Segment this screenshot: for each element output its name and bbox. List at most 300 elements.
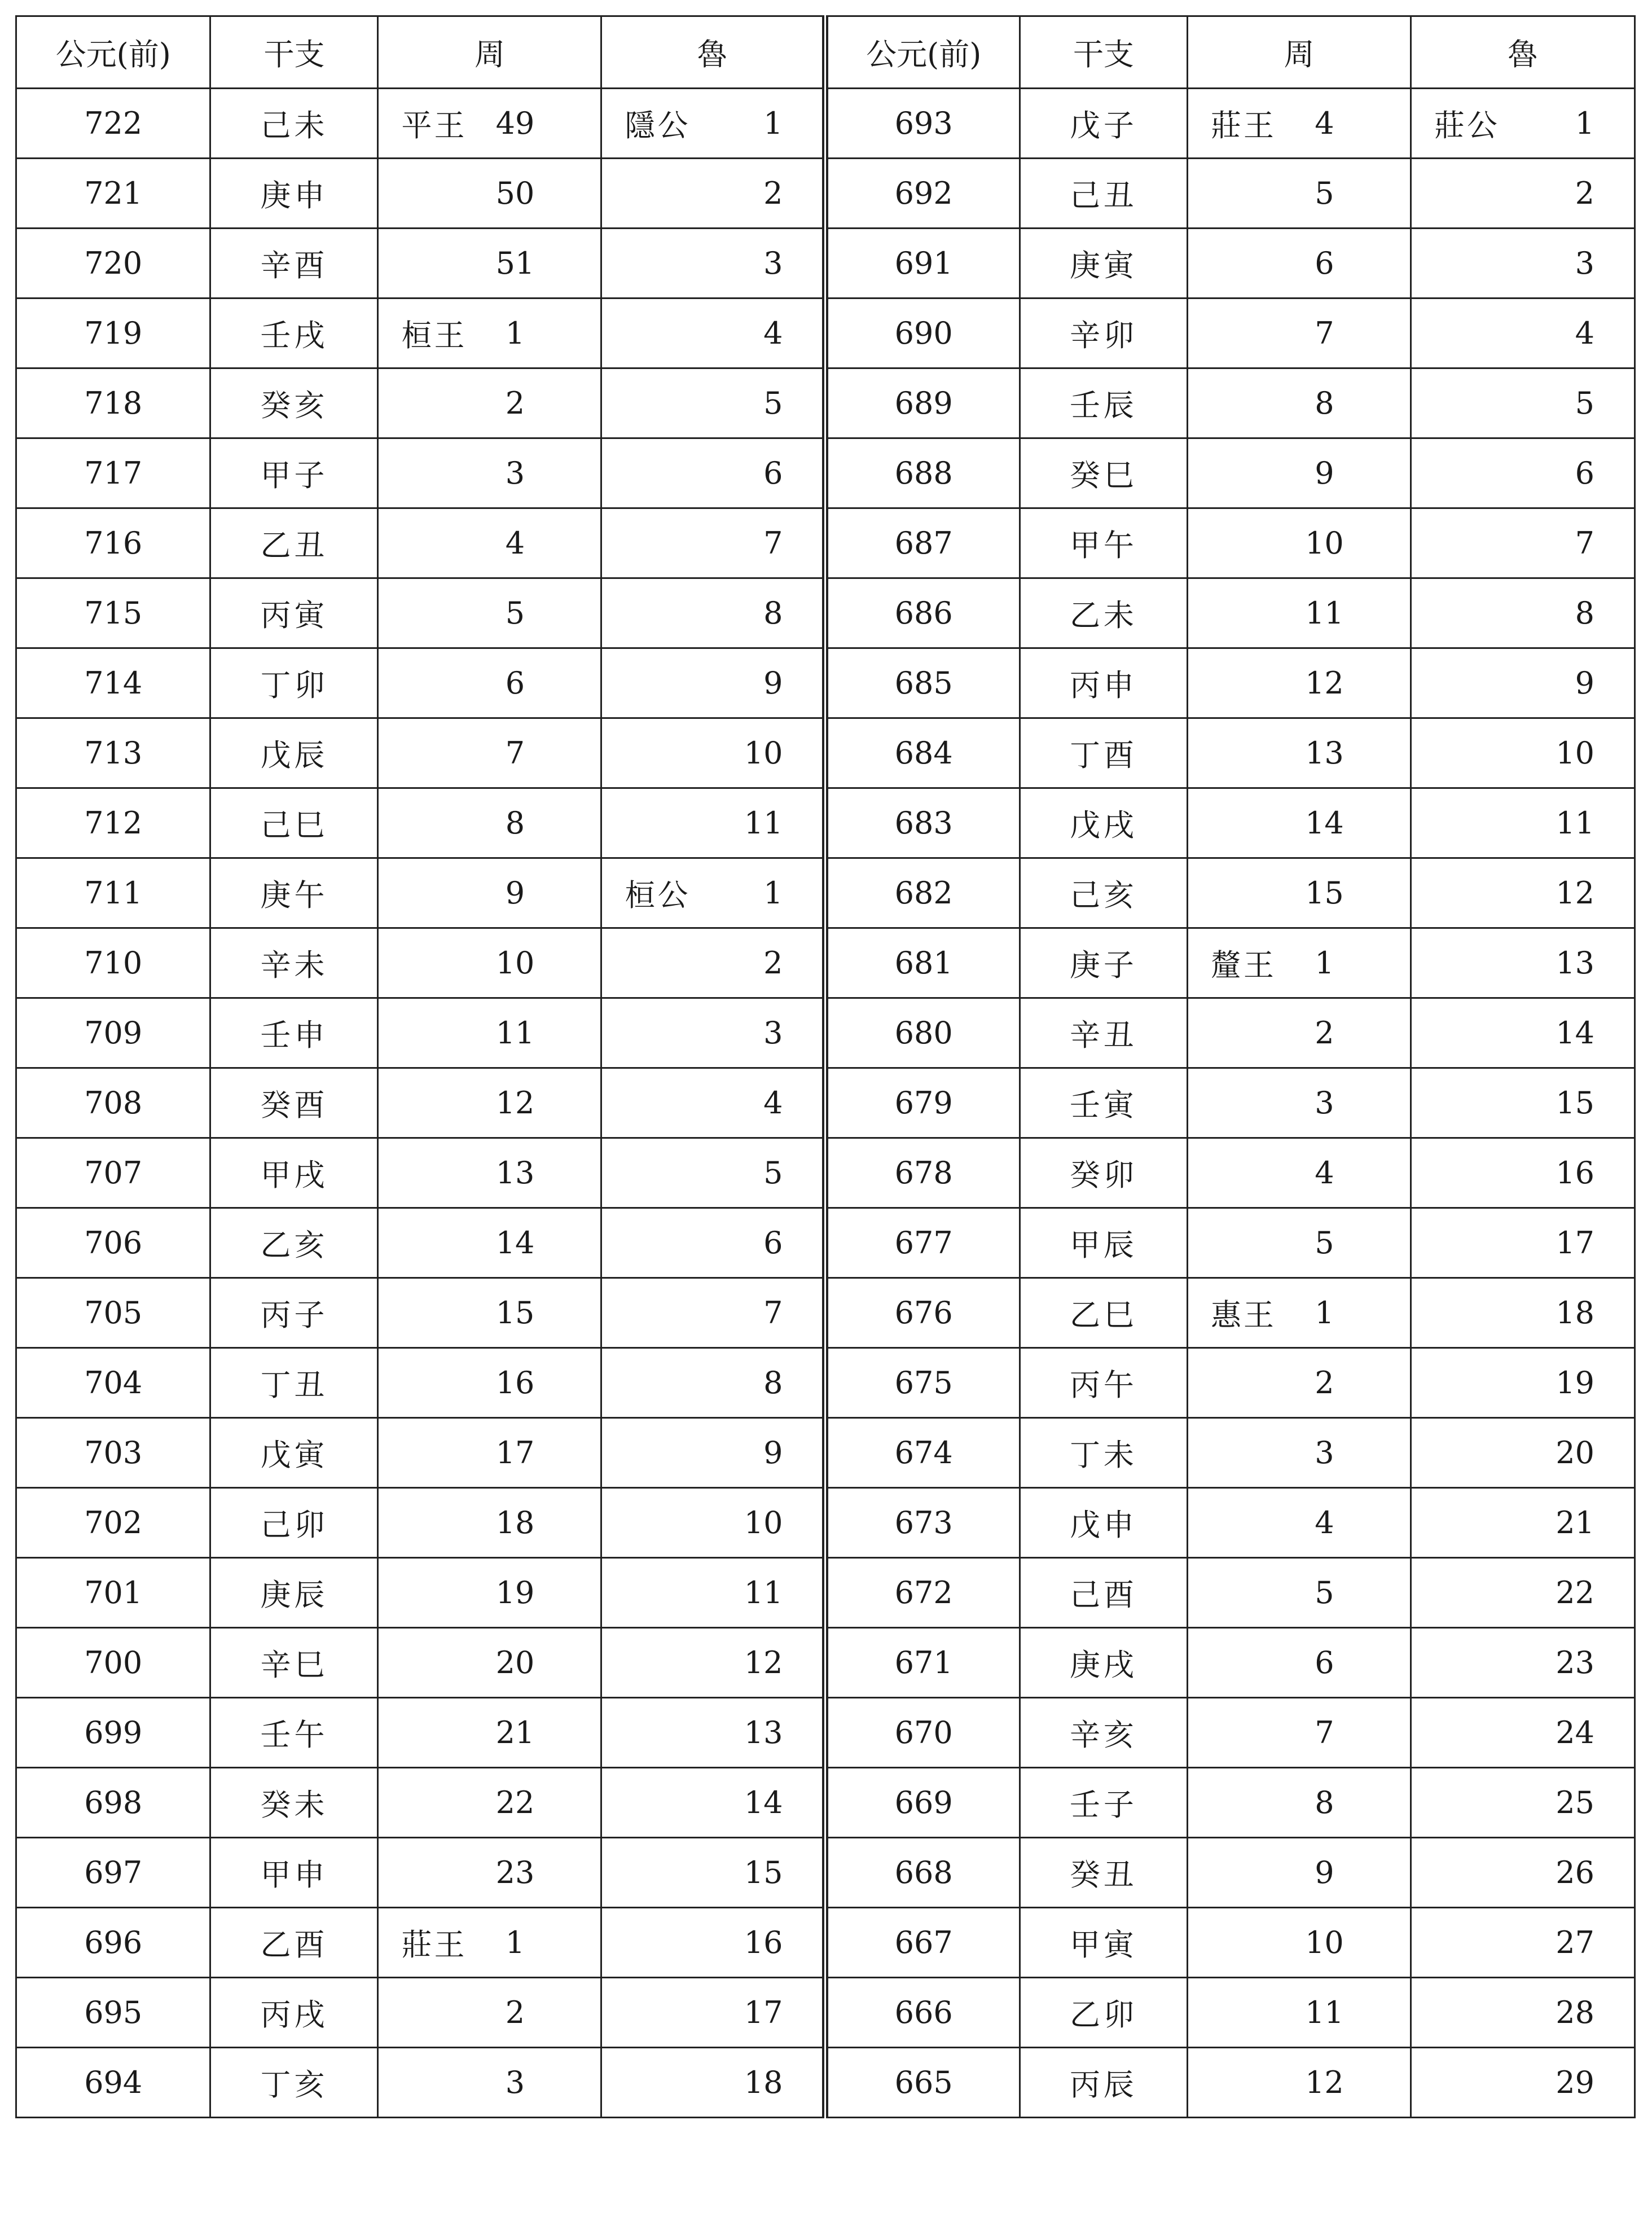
lu-reign-year: 4 (763, 315, 783, 351)
zhou-cell (1187, 1068, 1411, 1138)
zhou-cell-content (379, 1908, 600, 1977)
zhou-reign-year: 15 (495, 1295, 535, 1331)
lu-cell (601, 998, 825, 1068)
lu-reign-year: 11 (744, 1575, 783, 1610)
zhou-reign-year: 2 (505, 1995, 525, 2030)
zhou-cell-content (379, 509, 600, 577)
lu-cell (601, 648, 825, 718)
zhou-reign-year: 14 (1305, 805, 1344, 841)
lu-cell (601, 508, 825, 578)
zhou-ruler-name: 莊王 (1210, 108, 1276, 143)
lu-cell-content (1412, 929, 1634, 997)
year-cell: 701 (16, 1558, 210, 1628)
year-cell: 722 (16, 89, 210, 159)
zhou-cell (1187, 1768, 1411, 1838)
ganzhi-cell: 癸未 (210, 1768, 378, 1838)
ganzhi-cell: 癸酉 (210, 1068, 378, 1138)
year-cell: 684 (825, 718, 1020, 788)
lu-cell-content (1412, 1349, 1634, 1417)
zhou-reign-year: 8 (1315, 1785, 1334, 1820)
lu-cell-content (602, 1698, 822, 1767)
year-cell: 671 (825, 1628, 1020, 1698)
year-cell: 703 (16, 1418, 210, 1488)
year-cell: 677 (825, 1208, 1020, 1278)
zhou-reign-year: 12 (495, 1085, 535, 1121)
zhou-cell (378, 1348, 601, 1418)
zhou-cell-content (1188, 1349, 1410, 1417)
zhou-cell (1187, 1628, 1411, 1698)
table-row (16, 998, 1635, 1068)
zhou-cell-content (379, 1559, 600, 1627)
ganzhi-cell: 庚寅 (1020, 229, 1187, 299)
lu-cell (1411, 1418, 1635, 1488)
lu-cell (601, 1208, 825, 1278)
lu-cell-content (602, 2048, 822, 2117)
lu-cell-content (602, 89, 822, 157)
zhou-cell (378, 578, 601, 648)
year-cell: 708 (16, 1068, 210, 1138)
lu-reign-year: 9 (763, 665, 783, 701)
lu-cell-content (602, 1559, 822, 1627)
zhou-reign-year: 4 (1315, 1155, 1334, 1191)
zhou-cell-content (379, 299, 600, 367)
lu-reign-year: 7 (1575, 525, 1594, 561)
zhou-cell (1187, 438, 1411, 508)
zhou-cell-content (379, 1698, 600, 1767)
zhou-reign-year: 5 (1315, 175, 1334, 211)
lu-cell (1411, 1698, 1635, 1768)
zhou-cell (1187, 718, 1411, 788)
year-cell: 687 (825, 508, 1020, 578)
lu-ruler-name: 桓公 (625, 877, 691, 913)
zhou-cell (1187, 648, 1411, 718)
lu-reign-year: 7 (763, 1295, 783, 1331)
ganzhi-cell: 丙子 (210, 1278, 378, 1348)
zhou-cell (1187, 1348, 1411, 1418)
lu-cell-content (1412, 89, 1634, 157)
lu-cell-content (602, 1349, 822, 1417)
lu-cell-content (1412, 1838, 1634, 1907)
table-row (16, 718, 1635, 788)
zhou-cell-content (1188, 1629, 1410, 1697)
zhou-reign-year: 3 (1315, 1435, 1334, 1471)
lu-reign-year: 4 (763, 1085, 783, 1121)
year-cell: 665 (825, 2048, 1020, 2118)
year-cell: 680 (825, 998, 1020, 1068)
lu-reign-year: 8 (1575, 595, 1594, 631)
table-row (16, 1488, 1635, 1558)
lu-reign-year: 17 (1556, 1225, 1594, 1261)
zhou-cell-content (379, 1069, 600, 1137)
year-cell: 668 (825, 1838, 1020, 1908)
ganzhi-cell: 己酉 (1020, 1558, 1187, 1628)
zhou-cell (1187, 2048, 1411, 2118)
header-zhou-right: 周 (1187, 16, 1411, 89)
lu-ruler-name: 莊公 (1434, 108, 1500, 143)
lu-cell-content (1412, 1698, 1634, 1767)
zhou-cell-content (379, 89, 600, 157)
zhou-reign-year: 10 (1305, 1925, 1344, 1960)
zhou-reign-year: 4 (505, 525, 525, 561)
ganzhi-cell: 丙午 (1020, 1348, 1187, 1418)
ganzhi-cell: 甲戌 (210, 1138, 378, 1208)
ganzhi-cell: 壬子 (1020, 1768, 1187, 1838)
zhou-cell-content (379, 1838, 600, 1907)
lu-cell (1411, 718, 1635, 788)
zhou-cell (378, 1698, 601, 1768)
lu-reign-year: 13 (744, 1715, 783, 1750)
lu-cell (601, 1838, 825, 1908)
zhou-cell-content (1188, 509, 1410, 577)
zhou-reign-year: 7 (505, 735, 525, 771)
zhou-reign-year: 9 (1315, 1855, 1334, 1890)
zhou-cell-content (1188, 1559, 1410, 1627)
ganzhi-cell: 丙寅 (210, 578, 378, 648)
lu-reign-year: 10 (1556, 735, 1594, 771)
lu-cell-content (602, 929, 822, 997)
lu-cell-content (602, 1489, 822, 1557)
zhou-cell (1187, 1418, 1411, 1488)
lu-cell (601, 1978, 825, 2048)
ganzhi-cell: 丁丑 (210, 1348, 378, 1418)
ganzhi-cell: 丁亥 (210, 2048, 378, 2118)
lu-cell-content (1412, 1139, 1634, 1207)
zhou-reign-year: 49 (495, 106, 535, 141)
year-cell: 691 (825, 229, 1020, 299)
zhou-ruler-name: 惠王 (1210, 1297, 1276, 1333)
zhou-reign-year: 1 (1315, 1295, 1334, 1331)
ganzhi-cell: 戊寅 (210, 1418, 378, 1488)
table-row (16, 578, 1635, 648)
ganzhi-cell: 辛未 (210, 928, 378, 998)
lu-cell (1411, 1978, 1635, 2048)
table-row (16, 1978, 1635, 2048)
zhou-cell (1187, 578, 1411, 648)
lu-cell (1411, 89, 1635, 159)
ganzhi-cell: 乙丑 (210, 508, 378, 578)
lu-cell-content (1412, 1559, 1634, 1627)
zhou-cell-content (1188, 1419, 1410, 1487)
lu-cell-content (602, 719, 822, 787)
table-row (16, 1628, 1635, 1698)
ganzhi-cell: 己卯 (210, 1488, 378, 1558)
lu-cell (601, 1068, 825, 1138)
lu-cell-content (602, 1768, 822, 1837)
zhou-cell (378, 788, 601, 858)
year-cell: 721 (16, 159, 210, 229)
lu-cell (1411, 438, 1635, 508)
zhou-reign-year: 5 (1315, 1225, 1334, 1261)
ganzhi-cell: 辛酉 (210, 229, 378, 299)
lu-cell-content (1412, 999, 1634, 1067)
zhou-cell (378, 508, 601, 578)
zhou-cell-content (379, 2048, 600, 2117)
zhou-reign-year: 5 (1315, 1575, 1334, 1610)
zhou-reign-year: 9 (1315, 455, 1334, 491)
zhou-cell (1187, 229, 1411, 299)
zhou-cell (378, 1908, 601, 1978)
header-row (16, 16, 1635, 89)
lu-cell-content (602, 789, 822, 857)
lu-cell-content (1412, 1279, 1634, 1347)
zhou-cell-content (1188, 89, 1410, 157)
lu-cell (601, 229, 825, 299)
zhou-cell-content (379, 229, 600, 297)
lu-cell (601, 1628, 825, 1698)
zhou-reign-year: 16 (495, 1365, 535, 1401)
year-cell: 672 (825, 1558, 1020, 1628)
lu-cell (601, 299, 825, 368)
lu-cell (1411, 368, 1635, 438)
zhou-cell (1187, 299, 1411, 368)
lu-cell (601, 718, 825, 788)
lu-cell (1411, 1068, 1635, 1138)
lu-cell-content (602, 439, 822, 507)
lu-reign-year: 5 (1575, 385, 1594, 421)
zhou-cell-content (379, 439, 600, 507)
zhou-reign-year: 13 (1305, 735, 1344, 771)
zhou-cell (1187, 928, 1411, 998)
lu-cell-content (1412, 719, 1634, 787)
ganzhi-cell: 丙申 (1020, 648, 1187, 718)
lu-cell-content (1412, 159, 1634, 227)
lu-reign-year: 6 (1575, 455, 1594, 491)
lu-cell-content (1412, 649, 1634, 717)
zhou-cell (378, 1978, 601, 2048)
header-year-right: 公元(前) (825, 16, 1020, 89)
zhou-reign-year: 11 (1305, 1995, 1344, 2030)
lu-reign-year: 4 (1575, 315, 1594, 351)
ganzhi-cell: 丁卯 (210, 648, 378, 718)
ganzhi-cell: 辛丑 (1020, 998, 1187, 1068)
lu-reign-year: 7 (763, 525, 783, 561)
ganzhi-cell: 壬戌 (210, 299, 378, 368)
ganzhi-cell: 庚申 (210, 159, 378, 229)
zhou-cell (378, 2048, 601, 2118)
lu-cell (1411, 1628, 1635, 1698)
zhou-cell (378, 1628, 601, 1698)
zhou-cell (1187, 1838, 1411, 1908)
zhou-cell-content (379, 999, 600, 1067)
ganzhi-cell: 辛亥 (1020, 1698, 1187, 1768)
lu-cell-content (1412, 509, 1634, 577)
zhou-cell-content (379, 649, 600, 717)
year-cell: 714 (16, 648, 210, 718)
lu-cell-content (602, 159, 822, 227)
ganzhi-cell: 乙未 (1020, 578, 1187, 648)
zhou-cell-content (1188, 439, 1410, 507)
header-year-left: 公元(前) (16, 16, 210, 89)
lu-cell (1411, 1488, 1635, 1558)
table-row (16, 1558, 1635, 1628)
zhou-reign-year: 5 (505, 595, 525, 631)
zhou-cell-content (1188, 579, 1410, 647)
zhou-reign-year: 1 (1315, 945, 1334, 981)
lu-reign-year: 6 (763, 1225, 783, 1261)
year-cell: 675 (825, 1348, 1020, 1418)
zhou-cell (378, 718, 601, 788)
lu-cell-content (1412, 439, 1634, 507)
year-cell: 686 (825, 578, 1020, 648)
zhou-cell (1187, 1978, 1411, 2048)
zhou-cell-content (1188, 1489, 1410, 1557)
lu-cell-content (1412, 859, 1634, 927)
lu-reign-year: 9 (1575, 665, 1594, 701)
lu-cell (1411, 1838, 1635, 1908)
zhou-cell-content (1188, 999, 1410, 1067)
lu-cell-content (1412, 1768, 1634, 1837)
ganzhi-cell: 壬寅 (1020, 1068, 1187, 1138)
lu-cell-content (602, 1978, 822, 2047)
zhou-cell (378, 159, 601, 229)
lu-cell-content (1412, 1419, 1634, 1487)
zhou-cell (1187, 788, 1411, 858)
lu-cell-content (1412, 1908, 1634, 1977)
zhou-cell-content (1188, 369, 1410, 437)
ganzhi-cell: 甲午 (1020, 508, 1187, 578)
zhou-cell-content (1188, 1698, 1410, 1767)
zhou-cell-content (1188, 859, 1410, 927)
table-row (16, 1698, 1635, 1768)
ganzhi-cell: 庚辰 (210, 1558, 378, 1628)
zhou-cell (378, 299, 601, 368)
ganzhi-cell: 癸巳 (1020, 438, 1187, 508)
lu-reign-year: 15 (744, 1855, 783, 1890)
lu-reign-year: 16 (744, 1925, 783, 1960)
year-cell: 711 (16, 858, 210, 928)
lu-cell (1411, 998, 1635, 1068)
ganzhi-cell: 戊申 (1020, 1488, 1187, 1558)
lu-reign-year: 20 (1556, 1435, 1594, 1471)
lu-cell (1411, 1278, 1635, 1348)
ganzhi-cell: 壬申 (210, 998, 378, 1068)
zhou-cell-content (379, 1279, 600, 1347)
lu-reign-year: 14 (1556, 1015, 1594, 1051)
lu-reign-year: 3 (763, 245, 783, 281)
ganzhi-cell: 癸丑 (1020, 1838, 1187, 1908)
ganzhi-cell: 戊子 (1020, 89, 1187, 159)
lu-reign-year: 27 (1556, 1925, 1594, 1960)
zhou-cell (378, 1768, 601, 1838)
zhou-cell-content (379, 1349, 600, 1417)
ganzhi-cell: 丁未 (1020, 1418, 1187, 1488)
zhou-reign-year: 12 (1305, 665, 1344, 701)
zhou-reign-year: 50 (495, 175, 535, 211)
year-cell: 704 (16, 1348, 210, 1418)
zhou-reign-year: 14 (495, 1225, 535, 1261)
table-row (16, 648, 1635, 718)
zhou-cell (378, 1068, 601, 1138)
lu-cell-content (1412, 1629, 1634, 1697)
year-cell: 716 (16, 508, 210, 578)
year-cell: 694 (16, 2048, 210, 2118)
zhou-cell-content (1188, 229, 1410, 297)
lu-cell-content (602, 369, 822, 437)
lu-reign-year: 28 (1556, 1995, 1594, 2030)
lu-cell (601, 1138, 825, 1208)
zhou-cell-content (379, 1139, 600, 1207)
lu-reign-year: 12 (744, 1645, 783, 1680)
zhou-cell (378, 858, 601, 928)
year-cell: 673 (825, 1488, 1020, 1558)
table-body (16, 89, 1635, 2118)
zhou-cell (1187, 1558, 1411, 1628)
year-cell: 692 (825, 159, 1020, 229)
year-cell: 720 (16, 229, 210, 299)
zhou-reign-year: 10 (495, 945, 535, 981)
lu-cell (601, 89, 825, 159)
year-cell: 683 (825, 788, 1020, 858)
lu-reign-year: 3 (1575, 245, 1594, 281)
lu-ruler-name: 隱公 (625, 108, 691, 143)
lu-reign-year: 11 (1556, 805, 1594, 841)
zhou-cell (378, 89, 601, 159)
header-lu-right: 魯 (1411, 16, 1635, 89)
year-cell: 713 (16, 718, 210, 788)
lu-reign-year: 25 (1556, 1785, 1594, 1820)
zhou-reign-year: 17 (495, 1435, 535, 1471)
zhou-cell (378, 1278, 601, 1348)
table-row (16, 89, 1635, 159)
lu-cell (601, 1348, 825, 1418)
year-cell: 698 (16, 1768, 210, 1838)
lu-reign-year: 16 (1556, 1155, 1594, 1191)
ganzhi-cell: 乙亥 (210, 1208, 378, 1278)
zhou-cell (378, 368, 601, 438)
lu-cell-content (1412, 229, 1634, 297)
lu-reign-year: 17 (744, 1995, 783, 2030)
lu-cell (601, 1488, 825, 1558)
zhou-reign-year: 6 (1315, 245, 1334, 281)
table-row (16, 928, 1635, 998)
lu-reign-year: 23 (1556, 1645, 1594, 1680)
zhou-reign-year: 6 (1315, 1645, 1334, 1680)
lu-reign-year: 24 (1556, 1715, 1594, 1750)
zhou-reign-year: 9 (505, 875, 525, 911)
year-cell: 696 (16, 1908, 210, 1978)
zhou-reign-year: 23 (495, 1855, 535, 1890)
lu-cell-content (602, 1838, 822, 1907)
table-row (16, 1838, 1635, 1908)
year-cell: 685 (825, 648, 1020, 718)
lu-cell (601, 578, 825, 648)
zhou-reign-year: 8 (1315, 385, 1334, 421)
ganzhi-cell: 乙酉 (210, 1908, 378, 1978)
lu-cell-content (602, 1908, 822, 1977)
lu-reign-year: 2 (763, 175, 783, 211)
header-ganzhi-right: 干支 (1020, 16, 1187, 89)
year-cell: 718 (16, 368, 210, 438)
zhou-cell (378, 998, 601, 1068)
lu-cell (601, 1418, 825, 1488)
zhou-cell-content (379, 789, 600, 857)
header-zhou-left: 周 (378, 16, 601, 89)
lu-reign-year: 29 (1556, 2065, 1594, 2100)
lu-cell (601, 1698, 825, 1768)
lu-cell (601, 858, 825, 928)
zhou-cell (1187, 1698, 1411, 1768)
lu-cell (601, 788, 825, 858)
year-cell: 669 (825, 1768, 1020, 1838)
ganzhi-cell: 乙卯 (1020, 1978, 1187, 2048)
zhou-reign-year: 11 (495, 1015, 535, 1051)
ganzhi-cell: 己亥 (1020, 858, 1187, 928)
lu-cell-content (1412, 2048, 1634, 2117)
year-cell: 678 (825, 1138, 1020, 1208)
lu-reign-year: 13 (1556, 945, 1594, 981)
zhou-ruler-name: 莊王 (401, 1927, 467, 1963)
zhou-cell-content (379, 719, 600, 787)
